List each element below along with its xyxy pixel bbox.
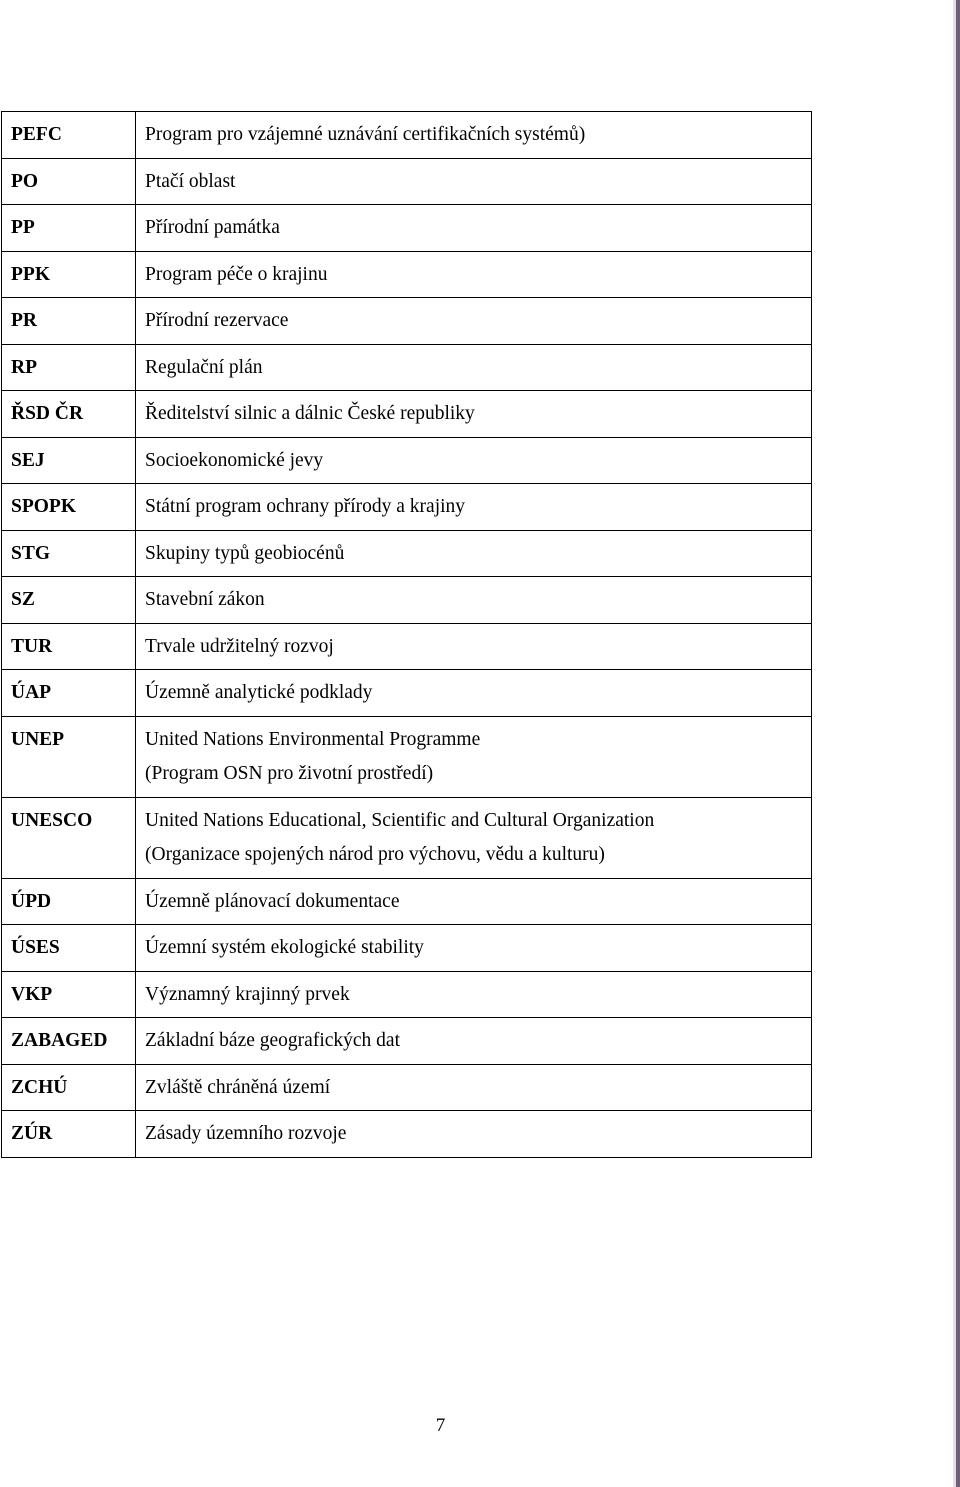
abbreviation-cell: ÚSES bbox=[2, 925, 136, 972]
meaning-line: United Nations Educational, Scientific and Cultural Organization bbox=[145, 809, 655, 831]
table-row bbox=[2, 298, 812, 345]
table-row bbox=[2, 623, 812, 670]
table-row bbox=[2, 205, 812, 252]
meaning-cell bbox=[136, 251, 812, 298]
meaning-line: Program péče o krajinu bbox=[145, 263, 328, 285]
table-row bbox=[2, 344, 812, 391]
meaning-cell bbox=[136, 925, 812, 972]
table-row bbox=[2, 797, 812, 878]
abbreviation-cell: UNEP bbox=[2, 716, 136, 797]
meaning-cell bbox=[136, 716, 812, 797]
page-edge-bar bbox=[956, 0, 960, 1487]
abbreviation-cell: VKP bbox=[2, 971, 136, 1018]
abbreviation-cell: PO bbox=[2, 158, 136, 205]
meaning-line: Přírodní rezervace bbox=[145, 310, 289, 331]
abbreviation-cell: STG bbox=[2, 530, 136, 577]
meaning-line: United Nations Environmental Programme bbox=[145, 728, 481, 750]
table-row bbox=[2, 1111, 812, 1158]
meaning-line: Územní systém ekologické stability bbox=[145, 937, 424, 958]
meaning-line: Trvale udržitelný rozvoj bbox=[145, 635, 334, 657]
meaning-cell bbox=[136, 530, 812, 577]
meaning-cell bbox=[136, 577, 812, 624]
meaning-cell bbox=[136, 158, 812, 205]
abbreviation-cell: SZ bbox=[2, 577, 136, 624]
table-row bbox=[2, 670, 812, 717]
table-row bbox=[2, 391, 812, 438]
table-row bbox=[2, 878, 812, 925]
abbreviation-cell: ÚAP bbox=[2, 670, 136, 717]
table-row bbox=[2, 158, 812, 205]
meaning-line: Zvláště chráněná území bbox=[145, 1076, 331, 1098]
meaning-line: Územně plánovací dokumentace bbox=[145, 890, 400, 912]
table-row bbox=[2, 925, 812, 972]
meaning-line: (Program OSN pro životní prostředí) bbox=[145, 763, 434, 784]
abbreviation-cell: PP bbox=[2, 205, 136, 252]
table-row bbox=[2, 577, 812, 624]
meaning-cell bbox=[136, 878, 812, 925]
table-row bbox=[2, 716, 812, 797]
meaning-cell bbox=[136, 298, 812, 345]
abbreviation-cell: TUR bbox=[2, 623, 136, 670]
meaning-line: Ředitelství silnic a dálnic České republiky bbox=[145, 403, 475, 424]
abbreviation-cell: ŘSD ČR bbox=[2, 391, 136, 438]
table-row bbox=[2, 1018, 812, 1065]
table-row bbox=[2, 971, 812, 1018]
meaning-cell bbox=[136, 797, 812, 878]
meaning-line: Významný krajinný prvek bbox=[145, 983, 350, 1005]
meaning-line: (Organizace spojených národ pro výchovu, vědu a kulturu) bbox=[145, 844, 605, 865]
meaning-cell bbox=[136, 670, 812, 717]
meaning-cell bbox=[136, 205, 812, 252]
meaning-line: Stavební zákon bbox=[145, 589, 265, 610]
abbreviation-cell: ZCHÚ bbox=[2, 1064, 136, 1111]
meaning-cell bbox=[136, 1064, 812, 1111]
abbreviation-cell: ZÚR bbox=[2, 1111, 136, 1158]
table-row bbox=[2, 1064, 812, 1111]
meaning-cell bbox=[136, 623, 812, 670]
abbreviations-table bbox=[1, 111, 812, 1158]
abbreviation-cell: ZABAGED bbox=[2, 1018, 136, 1065]
meaning-cell bbox=[136, 437, 812, 484]
abbreviation-cell: SPOPK bbox=[2, 484, 136, 531]
page-number: 7 bbox=[435, 1415, 446, 1436]
meaning-line: Základní báze geografických dat bbox=[145, 1030, 400, 1051]
meaning-line: Program pro vzájemné uznávání certifikačních systémů) bbox=[145, 124, 586, 145]
table-row bbox=[2, 251, 812, 298]
meaning-cell bbox=[136, 971, 812, 1018]
table-row bbox=[2, 112, 812, 159]
table-row bbox=[2, 437, 812, 484]
abbreviations-table-body bbox=[2, 112, 812, 1158]
meaning-line: Skupiny typů geobiocénů bbox=[145, 542, 345, 564]
meaning-line: Územně analytické podklady bbox=[145, 682, 373, 703]
table-row bbox=[2, 484, 812, 531]
meaning-line: Ptačí oblast bbox=[145, 170, 236, 192]
abbreviation-cell: UNESCO bbox=[2, 797, 136, 878]
meaning-cell bbox=[136, 1018, 812, 1065]
abbreviation-cell: PR bbox=[2, 298, 136, 345]
abbreviation-cell: PEFC bbox=[2, 112, 136, 159]
abbreviation-cell: SEJ bbox=[2, 437, 136, 484]
meaning-line: Regulační plán bbox=[145, 356, 263, 378]
abbreviation-cell: RP bbox=[2, 344, 136, 391]
abbreviation-cell: ÚPD bbox=[2, 878, 136, 925]
meaning-cell bbox=[136, 112, 812, 159]
meaning-line: Zásady územního rozvoje bbox=[145, 1123, 347, 1144]
meaning-line: Státní program ochrany přírody a krajiny bbox=[145, 496, 466, 517]
meaning-cell bbox=[136, 484, 812, 531]
table-row bbox=[2, 530, 812, 577]
meaning-cell bbox=[136, 344, 812, 391]
meaning-cell bbox=[136, 391, 812, 438]
meaning-cell bbox=[136, 1111, 812, 1158]
abbreviation-cell: PPK bbox=[2, 251, 136, 298]
meaning-line: Socioekonomické jevy bbox=[145, 449, 324, 471]
meaning-line: Přírodní památka bbox=[145, 217, 280, 238]
